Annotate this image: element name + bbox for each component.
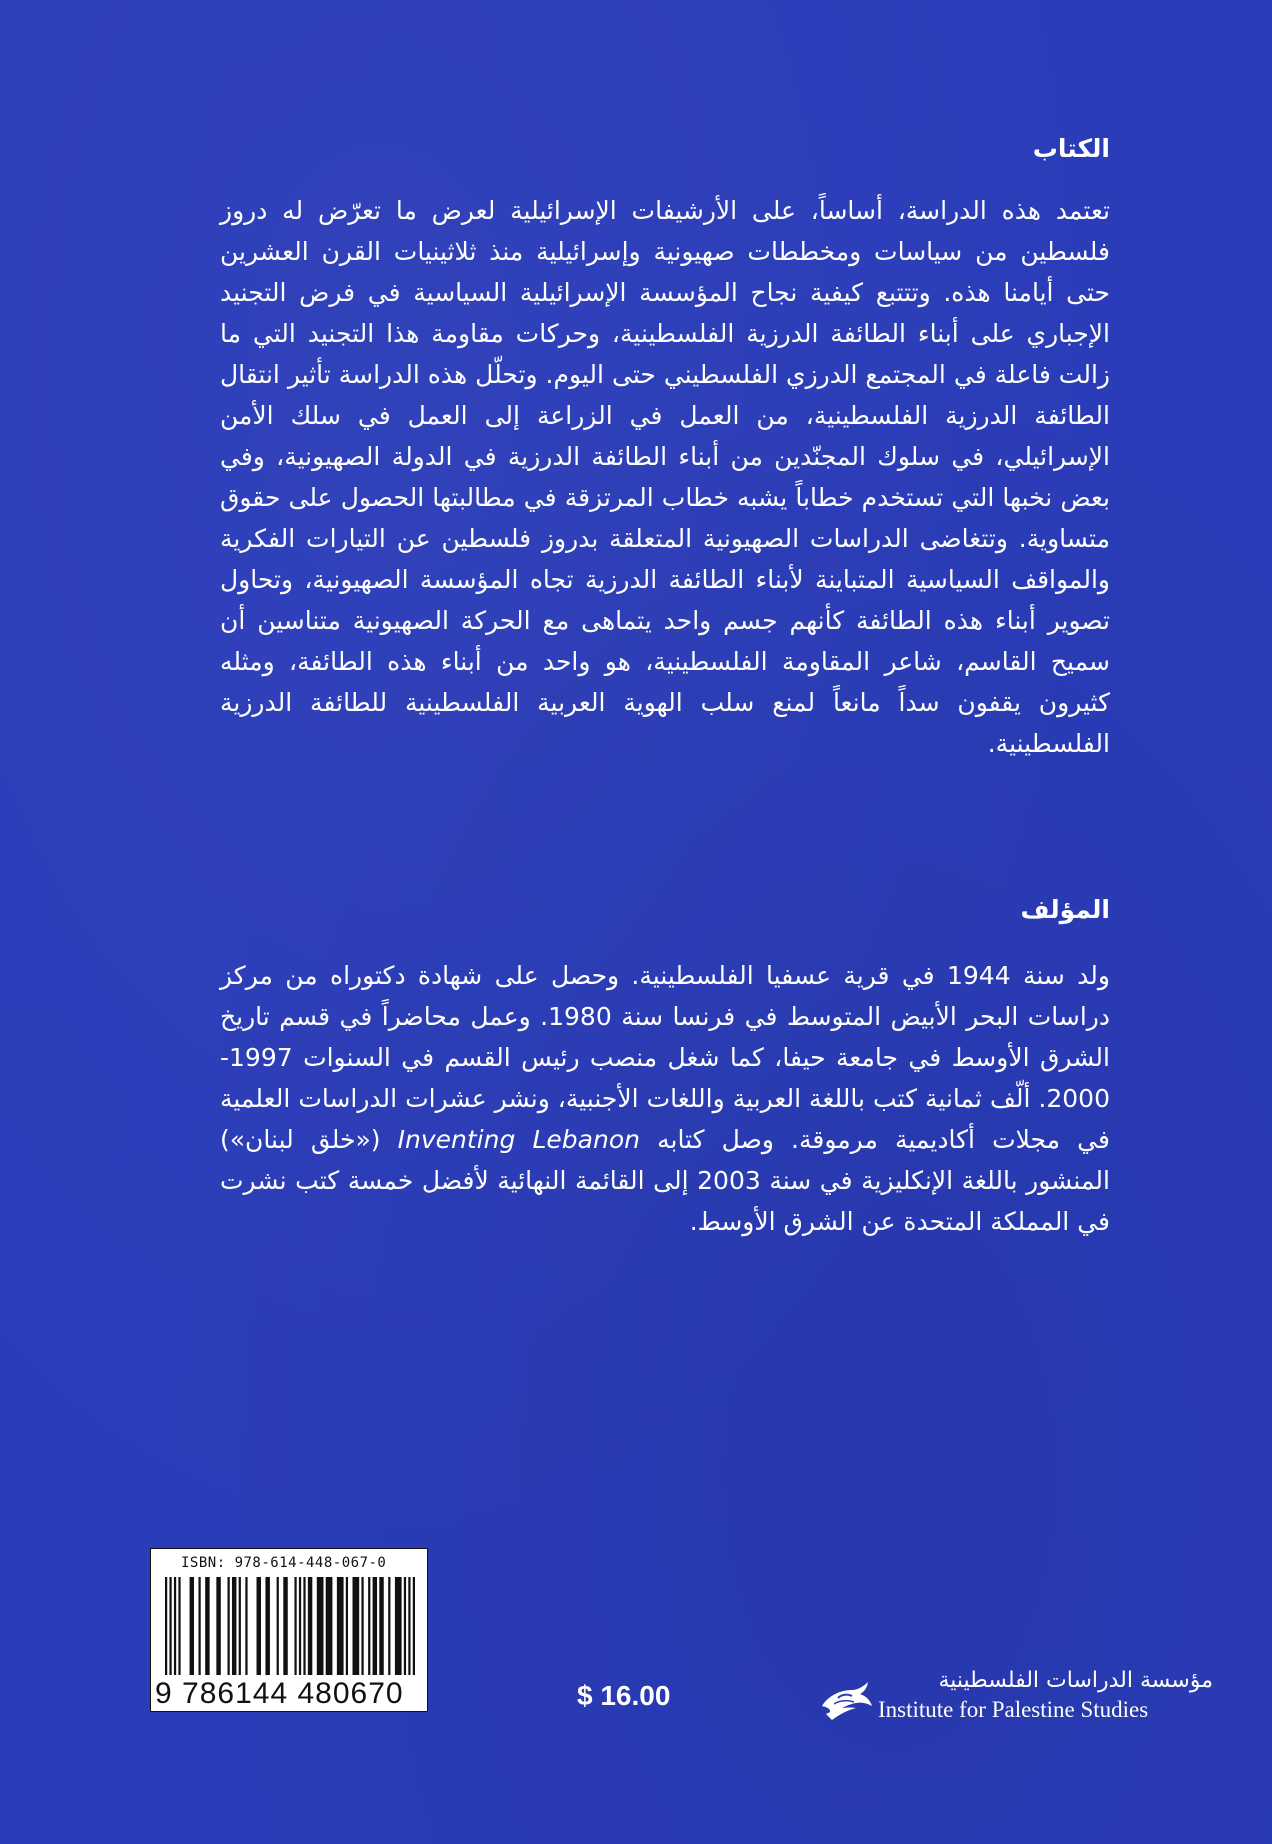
barcode-bar: [245, 1577, 247, 1675]
isbn-label: ISBN: 978-614-448-067-0: [181, 1555, 387, 1571]
author-bio-text-2: («خلق لبنان») المنشور باللغة الإنكليزية في سنة 2003 إلى القائمة النهائية لأفضل خمسة كتب نشرت في المملكة المتحدة عن الشرق الأوسط.: [220, 1125, 1110, 1236]
author-section-heading: المؤلف: [1020, 895, 1110, 924]
barcode-bar: [190, 1577, 194, 1675]
book-section-heading: الكتاب: [1032, 134, 1110, 163]
barcode-bar: [216, 1577, 220, 1675]
barcode-bar: [353, 1577, 360, 1675]
barcode-bars: [165, 1577, 415, 1675]
barcode-bar: [283, 1577, 287, 1675]
isbn-barcode: [150, 1548, 428, 1712]
book-section-body: تعتمد هذه الدراسة، أساساً، على الأرشيفات الإسرائيلية لعرض ما تعرّض له دروز فلسطين من سياسات ومخططات صهيونية وإسرائيلية منذ ثلاثينيات القرن العشرين حتى أيامنا هذه. وتتتبع كيفية نجاح المؤسسة الإسرائيلية السياسية في فرض التجنيد الإجباري على أبناء الطائفة الدرزية الفلسطينية، وحركات مقاومة هذا التجنيد التي ما زالت فاعلة في المجتمع الدرزي الفلسطيني حتى اليوم. وتحلّل هذه الدراسة تأثير انتقال الطائفة الدرزية الفلسطينية، من العمل في الزراعة إلى العمل في سلك الأمن الإسرائيلي، في سلوك المجنّدين من أبناء الطائفة الدرزية في الدولة الصهيونية، وفي بعض نخبها التي تستخدم خطاباً يشبه خطاب المرتزقة في مطالبتها الحصول على حقوق متساوية. وتتغاضى الدراسات الصهيونية المتعلقة بدروز فلسطين عن التيارات الفكرية والمواقف السياسية المتباينة لأبناء الطائفة الدرزية تجاه المؤسسة الصهيونية، وتحاول تصوير أبناء هذه الطائفة كأنهم جسم واحد يتماهى مع الحركة الصهيونية متناسين أن سميح القاسم، شاعر المقاومة الفلسطينية، هو واحد من أبناء هذه الطائفة، ومثله كثيرون يقفون سداً مانعاً لمنع سلب الهوية العربية الفلسطينية للطائفة الدرزية الفلسطينية.: [220, 196, 1110, 758]
author-bio-text-1: ولد سنة 1944 في قرية عسفيا الفلسطينية. وحصل على شهادة دكتوراه من مركز دراسات البحر الأبيض المتوسط في فرنسا سنة 1980. وعمل محاضراً في قسم تاريخ الشرق الأوسط في جامعة حيفا، كما شغل منصب رئيس القسم في السنوات 1997-2000. ألّف ثمانية كتب باللغة العربية واللغات الأجنبية، ونشر عشرات الدراسات العلمية في مجلات أكاديمية مرموقة. وصل كتابه: [220, 961, 1110, 1154]
barcode-bar: [265, 1577, 269, 1675]
barcode-bar: [299, 1577, 301, 1675]
publisher-name-ar: مؤسسة الدراسات الفلسطينية: [938, 1668, 1213, 1693]
publisher-name-en: Institute for Palestine Studies: [878, 1697, 1149, 1722]
barcode-bar: [408, 1577, 410, 1675]
barcode-bar: [239, 1577, 241, 1675]
barcode-bar: [404, 1577, 406, 1675]
barcode-bar: [317, 1577, 324, 1675]
barcode-bar: [277, 1577, 279, 1675]
barcode-bar: [379, 1577, 383, 1675]
barcode-bar: [198, 1577, 200, 1675]
barcode-bar: [165, 1577, 167, 1675]
author-book-title: Inventing Lebanon: [397, 1125, 640, 1154]
barcode-digits: 9 786144 480670: [155, 1677, 404, 1710]
barcode-bar: [174, 1577, 176, 1675]
barcode-bar: [373, 1577, 377, 1675]
barcode-bar: [308, 1577, 312, 1675]
barcode-bar: [346, 1577, 348, 1675]
publisher-logo: [818, 1668, 1218, 1728]
ips-horse-logo-icon: [818, 1676, 874, 1724]
barcode-bar: [232, 1577, 236, 1675]
barcode-bar: [413, 1577, 415, 1675]
barcode-bar: [361, 1577, 363, 1675]
author-section-body: [220, 955, 1110, 1242]
barcode-bar: [169, 1577, 171, 1675]
barcode-bar: [178, 1577, 180, 1675]
barcode-bar: [368, 1577, 370, 1675]
barcode-bar: [326, 1577, 333, 1675]
barcode-bar: [388, 1577, 390, 1675]
barcode-bar: [337, 1577, 344, 1675]
barcode-bar: [303, 1577, 305, 1675]
barcode-bar: [228, 1577, 230, 1675]
barcode-bar: [257, 1577, 261, 1675]
barcode-bar: [205, 1577, 209, 1675]
barcode-bar: [294, 1577, 296, 1675]
price-label: $ 16.00: [577, 1680, 671, 1711]
barcode-bar: [395, 1577, 402, 1675]
